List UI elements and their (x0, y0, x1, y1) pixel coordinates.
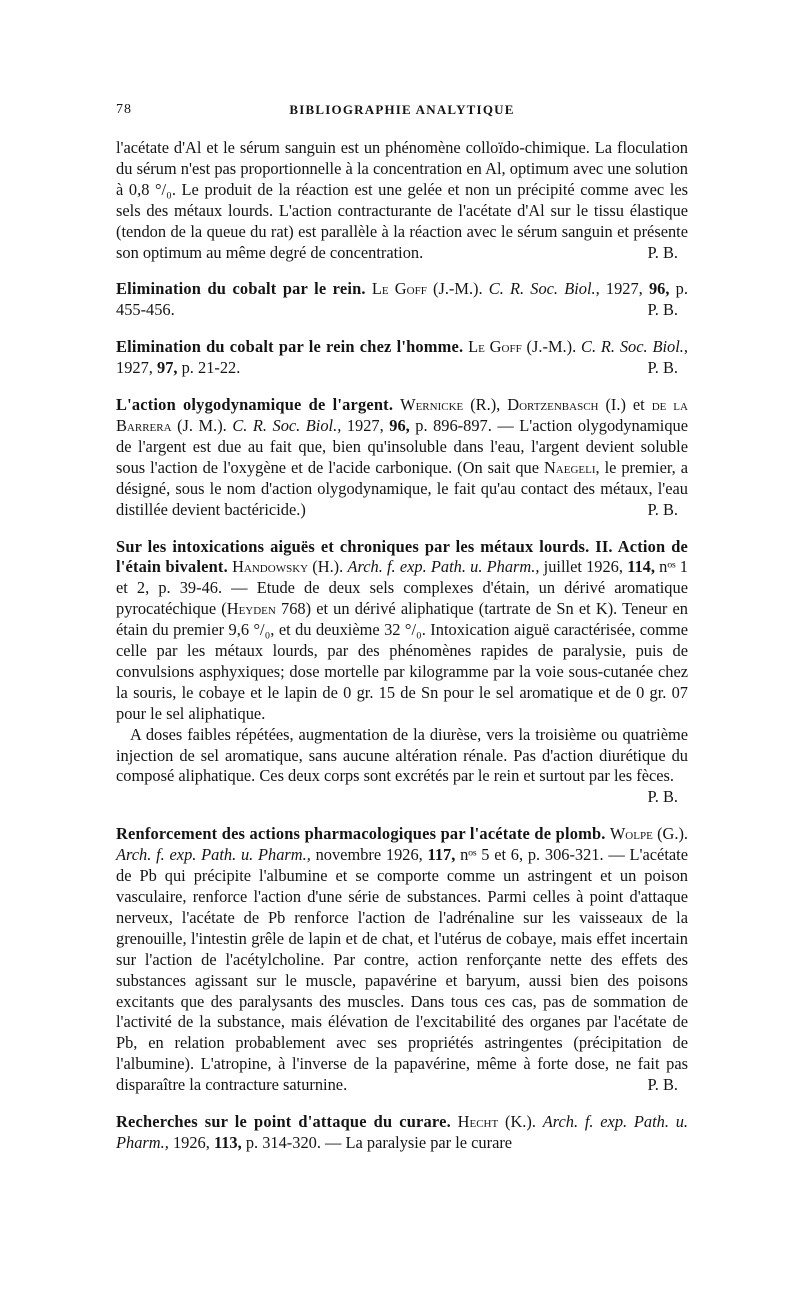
entry-title: Sur les intoxications aiguës et chroniques par les métaux lourds. II. Action de l'étain bivalent. (116, 536, 688, 577)
entry-issue: nᵒˢ 5 et 6, p. 306-321. — (460, 845, 625, 865)
entry-author-initials: (J.-M.). (432, 279, 483, 299)
entry-pages: p. 455-456. (116, 279, 688, 320)
entry-author-initials: (R.), (470, 395, 501, 415)
entry-pages: p. 21-22. (181, 358, 241, 378)
entry-year: 1927, (116, 358, 153, 378)
signature: P. B. (647, 499, 678, 519)
entry-title: L'action olygodynamique de l'argent. (116, 395, 394, 415)
bibliography-entry (116, 537, 688, 809)
cited-author: Naegeli (543, 457, 596, 477)
bibliography-entry (116, 279, 688, 321)
entry-pages: p. 314-320. — (245, 1132, 342, 1152)
entry-journal: Arch. f. exp. Path. u. Pharm., (116, 1112, 688, 1152)
entry-volume: 96, (648, 279, 670, 299)
entry-author-initials: (J. M.). (177, 415, 227, 435)
entry-author: Wernicke (400, 395, 464, 415)
entry-body: , le premier, a désigné, sous le nom d'action olygodynamique, le fait qu'au contact des métaux, l'eau distillée devient bactéricide.) (116, 457, 688, 519)
bibliography-entry (116, 1112, 688, 1154)
entry-author: Le Goff (468, 337, 522, 357)
running-head (116, 102, 688, 124)
entry-body: Etude de deux sels complexes d'étain, un dérivé aromatique pyrocatéchique ( (116, 578, 688, 619)
signature: P. B. (647, 300, 678, 320)
continuation-paragraph (116, 138, 688, 263)
signature: P. B. (647, 242, 678, 262)
entry-year: 1927, (346, 415, 384, 435)
entry-body: La paralysie par le curare (345, 1132, 513, 1152)
entry-author: de la Barrera (116, 395, 688, 435)
entry-title: Recherches sur le point d'attaque du curare. (116, 1112, 451, 1132)
entry-author-initials: (I.) et (605, 395, 645, 415)
entry-year: 1927, (605, 279, 643, 299)
entry-volume: 113, (213, 1132, 242, 1152)
entry-journal: C. R. Soc. Biol., (488, 279, 600, 299)
entry-author: Wolpe (609, 824, 653, 844)
entry-journal: C. R. Soc. Biol., (581, 337, 688, 357)
bibliography-entry (116, 824, 688, 1096)
cited-author: Heyden (226, 599, 276, 619)
entry-author-initials: (K.). (505, 1112, 536, 1132)
entry-volume: 117, (427, 845, 456, 865)
entry-volume: 114, (627, 557, 655, 577)
signature: P. B. (647, 1075, 678, 1095)
entry-author-initials: (H.). (312, 557, 344, 577)
entry-author: Dortzenbasch (507, 395, 599, 415)
entry-author-initials: (G.). (657, 824, 689, 844)
bibliography-entry (116, 395, 688, 520)
entry-author: Hecht (457, 1112, 499, 1132)
entry-journal: Arch. f. exp. Path. u. Pharm., (347, 557, 540, 577)
entry-date: novembre 1926, (315, 845, 423, 865)
entry-journal: C. R. Soc. Biol., (232, 415, 342, 435)
entry-title: Renforcement des actions pharmacologiques par l'acétate de plomb. (116, 824, 606, 844)
entry-journal: Arch. f. exp. Path. u. Pharm., (116, 845, 311, 865)
bibliography-entry (116, 337, 688, 379)
entry-body: L'acétate de Pb qui précipite l'albumine et se comporte comme un astringent et un poison vasculaire, renforce l'action d'une série de substances. Parmi celles à point d'attaque nerveux, l'acétate de Pb renforce l'action de l'adrénaline sur les vaisseaux de la grenouille, l'intestin grêle de lapin et de chat, et l'utérus de cobaye, mais effet incertain sur l'action de l'acétylcholine. Par contre, action renforçante nette des effets des substances agissant sur le muscle, papavérine et baryum, aussi bien des poisons excitants que des paralysants des muscles. Dans tous ces cas, pas de sommation de l'activité de la substance, mais élévation de l'excitabilité des organes par l'acétate de Pb, en relation probablement avec ses propriétés astringentes (précipitation de l'albumine). L'atropine, à l'inverse de la papavérine, même à forte dose, ne fait pas disparaître la contracture saturnine. (116, 845, 688, 1095)
entry-body: L'action olygodynamique de l'argent est due au fait que, bien qu'insoluble dans l'eau, l'argent devient soluble sous l'action de l'oxygène et de l'acide carbonique. (On sait que (116, 415, 688, 477)
entry-title: Elimination du cobalt par le rein chez l'homme. (116, 337, 464, 357)
document-page (116, 102, 688, 1154)
entry-author: Handowsky (232, 557, 309, 577)
entry-author: Le Goff (371, 279, 427, 299)
entry-year: 1926, (172, 1132, 210, 1152)
entry-author-initials: (J.-M.). (526, 337, 577, 357)
continuation-text: l'acétate d'Al et le sérum sanguin est un phénomène colloïdo-chimique. La floculation du sérum n'est pas proportionnelle à la concentration en Al, optimum avec une solution à 0,8 °/₀. Le produit de la réaction est une gelée et non un précipité comme avec les sels des métaux lourds. L'action contracturante de l'acétate d'Al sur le tissu élastique (tendon de la queue du rat) est parallèle à la réaction avec le sérum sanguin et présente son optimum au même degré de concentration. (116, 138, 688, 262)
entry-title: Elimination du cobalt par le rein. (116, 279, 366, 299)
signature: P. B. (647, 358, 678, 378)
entry-pages: p. 896-897. — (415, 415, 514, 435)
entry-issue: nᵒˢ 1 et 2, p. 39-46. — (116, 557, 688, 598)
entry-volume: 97, (157, 358, 178, 378)
entry-body: A doses faibles répétées, augmentation de la diurèse, vers la troisième ou quatrième injection de sel aromatique, sans aucune altération rénale. Pas d'action diurétique du composé aliphatique. Ces deux corps sont excrétés par le rein et surtout par les fèces. (116, 724, 688, 786)
signature: P. B. (647, 787, 678, 807)
page-number: 78 (116, 102, 132, 117)
entry-body: 768) et un dérivé aliphatique (tartrate de Sn et K). Teneur en étain du premier 9,6 °/₀, et du deuxième 32 °/₀. Intoxication aiguë caractérisée, comme celle par les métaux lourds, par des phénomènes rapides de paralysie, puis de convulsions asphyxiques; dose mortelle par kilogramme par la voie sous-cutanée chez la souris, le cobaye et le lapin de 0 gr. 15 de Sn pour le sel aromatique et de 0 gr. 07 pour le sel aliphatique. (116, 599, 688, 723)
running-title: BIBLIOGRAPHIE ANALYTIQUE (289, 102, 515, 117)
entry-date: juillet 1926, (543, 557, 623, 577)
entry-volume: 96, (389, 415, 410, 435)
